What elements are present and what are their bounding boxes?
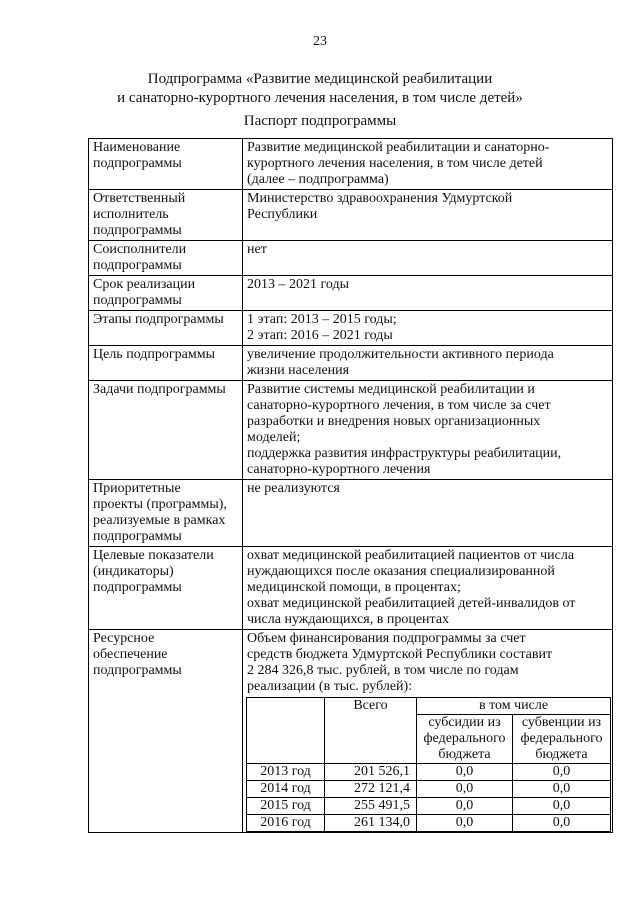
row-label-line: Срок реализации — [93, 277, 196, 292]
year-cell: 2014 год — [247, 781, 325, 798]
resource-text-line: Объем финансирования подпрограммы за счет — [247, 631, 526, 646]
row-label-line: подпрограммы — [93, 156, 182, 171]
subventions-cell: 0,0 — [513, 781, 611, 798]
row-label-line: исполнитель — [93, 207, 169, 222]
year-cell: 2013 год — [247, 764, 325, 781]
header-subventions: субвенции из федерального бюджета — [513, 715, 611, 764]
row-label — [89, 139, 243, 190]
resource-text-line: 2 284 326,8 тыс. рублей, в том числе по годам — [247, 663, 519, 678]
row-value-line: не реализуются — [247, 481, 340, 496]
page-number: 23 — [313, 34, 327, 49]
row-value-line: Развитие системы медицинской реабилитации и — [247, 382, 535, 397]
row-value-line: моделей; — [247, 430, 301, 445]
row-label-line: Целевые показатели — [93, 548, 214, 563]
row-label-line: подпрограммы — [93, 580, 182, 595]
row-label — [89, 381, 243, 480]
row-value-line: Республики — [247, 207, 318, 222]
row-value — [243, 346, 613, 381]
resource-text-line: реализации (в тыс. рублей): — [247, 679, 413, 694]
row-value-line: 1 этап: 2013 – 2015 годы; — [247, 312, 397, 327]
row-label — [89, 276, 243, 311]
row-value-line: санаторно-курортного лечения — [247, 462, 431, 477]
passport-row — [89, 276, 613, 311]
financing-row — [247, 815, 611, 832]
row-value-line: курортного лечения населения, в том числе детей — [247, 156, 543, 171]
row-value-line: жизни населения — [247, 363, 350, 378]
subventions-cell: 0,0 — [513, 764, 611, 781]
subsidies-cell: 0,0 — [417, 781, 513, 798]
header-including: в том числе — [417, 698, 611, 715]
resource-label-line: Ресурсное — [93, 631, 155, 646]
row-label-line: Задачи подпрограммы — [93, 382, 226, 397]
row-value-line: 2013 – 2021 годы — [247, 277, 350, 292]
row-value — [243, 547, 613, 630]
total-cell: 255 491,5 — [325, 798, 417, 815]
header-subsidies: субсидии из федерального бюджета — [417, 715, 513, 764]
row-label-line: Соисполнители — [93, 242, 187, 257]
row-value-line: разработки и внедрения новых организационных — [247, 414, 541, 429]
row-label-line: Наименование — [93, 140, 181, 155]
row-label-line: подпрограммы — [93, 529, 182, 544]
financing-table — [246, 697, 611, 832]
subtitle: Паспорт подпрограммы — [243, 113, 397, 129]
row-label-line: проекты (программы), — [93, 497, 227, 512]
resource-label-line: обеспечение — [93, 647, 168, 662]
passport-table — [88, 138, 613, 833]
resource-label — [89, 630, 243, 833]
subventions-cell: 0,0 — [513, 798, 611, 815]
row-value — [243, 480, 613, 547]
row-label — [89, 241, 243, 276]
passport-row — [89, 190, 613, 241]
financing-row — [247, 764, 611, 781]
title-line-1: Подпрограмма «Развитие медицинской реабилитации — [147, 71, 493, 87]
total-cell: 201 526,1 — [325, 764, 417, 781]
year-cell: 2015 год — [247, 798, 325, 815]
row-label-line: Ответственный — [93, 191, 186, 206]
row-value — [243, 311, 613, 346]
row-value-line: санаторно-курортного лечения, в том числе за счет — [247, 398, 551, 413]
year-cell: 2016 год — [247, 815, 325, 832]
row-value-line: охват медицинской реабилитацией детей-инвалидов от — [247, 596, 576, 611]
title-line-2: и санаторно-курортного лечения населения, в том числе детей» — [117, 90, 523, 106]
financing-row — [247, 781, 611, 798]
row-value-line: (далее – подпрограмма) — [247, 172, 389, 187]
resource-value — [243, 630, 613, 833]
row-value-line: Развитие медицинской реабилитации и санаторно- — [247, 140, 550, 155]
resource-text-line: средств бюджета Удмуртской Республики составит — [247, 647, 553, 662]
row-label-line: реализуемые в рамках — [93, 513, 226, 528]
row-label-line: подпрограммы — [93, 293, 182, 308]
row-label-line: Приоритетные — [93, 481, 181, 496]
subsidies-cell: 0,0 — [417, 815, 513, 832]
total-cell: 261 134,0 — [325, 815, 417, 832]
financing-row — [247, 798, 611, 815]
row-value-line: нуждающихся после оказания специализированной — [247, 564, 555, 579]
passport-row — [89, 241, 613, 276]
row-value — [243, 381, 613, 480]
passport-row — [89, 381, 613, 480]
row-label-line: подпрограммы — [93, 223, 182, 238]
row-label-line: Этапы подпрограммы — [93, 312, 224, 327]
row-value-line: Министерство здравоохранения Удмуртской — [247, 191, 513, 206]
row-value — [243, 190, 613, 241]
passport-row — [89, 480, 613, 547]
subventions-cell: 0,0 — [513, 815, 611, 832]
row-value — [243, 139, 613, 190]
row-label-line: подпрограммы — [93, 258, 182, 273]
passport-row — [89, 139, 613, 190]
row-value-line: охват медицинской реабилитацией пациентов от числа — [247, 548, 575, 563]
row-label — [89, 346, 243, 381]
passport-row — [89, 311, 613, 346]
subsidies-cell: 0,0 — [417, 764, 513, 781]
row-value-line: 2 этап: 2016 – 2021 годы — [247, 328, 393, 343]
row-value-line: медицинской помощи, в процентах; — [247, 580, 461, 595]
row-label — [89, 190, 243, 241]
row-value-line: нет — [247, 242, 267, 257]
row-label — [89, 547, 243, 630]
header-total: Всего — [325, 698, 417, 764]
passport-row — [89, 547, 613, 630]
resource-row — [89, 630, 613, 833]
row-value-line: числа нуждающихся, в процентах — [247, 612, 450, 627]
document-title — [0, 70, 640, 108]
row-label-line: (индикаторы) — [93, 564, 174, 579]
row-value-line: поддержка развития инфраструктуры реабилитации, — [247, 446, 562, 461]
financing-header-row — [247, 698, 611, 715]
total-cell: 272 121,4 — [325, 781, 417, 798]
header-year — [247, 698, 325, 764]
passport-row — [89, 346, 613, 381]
resource-label-line: подпрограммы — [93, 663, 182, 678]
row-value — [243, 241, 613, 276]
row-label — [89, 311, 243, 346]
row-label — [89, 480, 243, 547]
row-value — [243, 276, 613, 311]
row-value-line: увеличение продолжительности активного периода — [247, 347, 554, 362]
subsidies-cell: 0,0 — [417, 798, 513, 815]
row-label-line: Цель подпрограммы — [93, 347, 215, 362]
